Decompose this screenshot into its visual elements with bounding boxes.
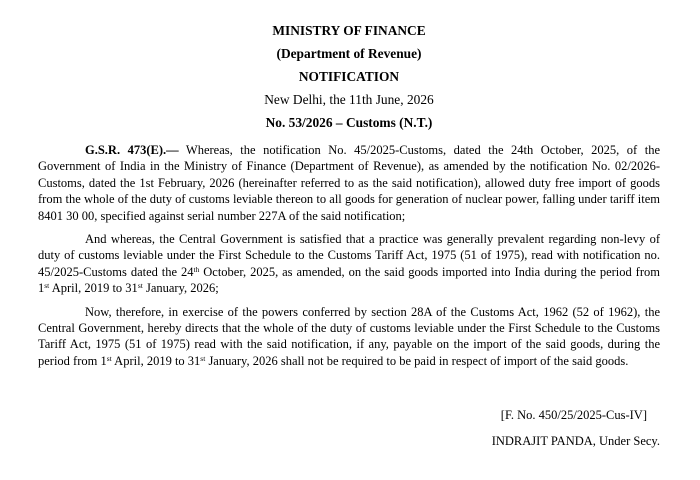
p2-sup-1: th — [193, 264, 200, 274]
file-number: [F. No. 450/25/2025-Cus-IV] — [500, 408, 647, 423]
p3-sup-1: st — [106, 353, 112, 363]
paragraph-now-therefore — [38, 304, 660, 370]
department-heading: (Department of Revenue) — [276, 46, 422, 61]
signatory: INDRAJIT PANDA, Under Secy. — [491, 434, 660, 449]
notification-document — [38, 22, 660, 449]
p2-text-1: And whereas, the Central Government is satisfied that a practice was generally prevalent regarding non-levy of duty of customs leviable under the First Schedule to the Customs Tariff Act, 1975 (51 of 1975), read with notification no. 45/2025-Customs dated the 24 — [38, 232, 660, 279]
paragraph-whereas — [38, 142, 660, 224]
paragraph-and-whereas — [38, 231, 660, 297]
ministry-heading: MINISTRY OF FINANCE — [272, 23, 426, 38]
p2-sup-2: st — [44, 281, 50, 291]
gsr-number: G.S.R. 473(E).— — [85, 143, 179, 157]
p2-text-2: October, 2025, as amended, on the said goods imported into India during the period from 1 — [38, 264, 660, 296]
p3-text-1: Now, therefore, in exercise of the powers conferred by section 28A of the Customs Act, 1962 (52 of 1962), the Central Government, hereby directs that the whole of the duty of customs leviable under the First Schedule to the Customs Tariff Act, 1975 (51 of 1975) read with the said notification, if any, payable on the import of the said goods, during the period from 1 — [38, 304, 660, 368]
notification-title: NOTIFICATION — [298, 69, 400, 84]
paragraph-whereas-text: Whereas, the notification No. 45/2025-Customs, dated the 24th October, 2025, of the Government of India in the Ministry of Finance (Department of Revenue), as amended by the notification No. 02/2026-Customs, dated the 1st February, 2026 (hereinafter referred to as the said notification), allowed duty free import of goods from the whole of the duty of customs leviable thereon to all goods for generation of nuclear power, falling under tariff item 8401 30 00, specified against serial number 227A of the said notification; — [38, 143, 660, 223]
p2-sup-3: st — [137, 281, 143, 291]
p2-text-4: January, 2026; — [142, 281, 219, 296]
p3-sup-2: st — [200, 353, 206, 363]
p3-text-2: April, 2019 to 31 — [111, 353, 201, 368]
notification-number: No. 53/2026 – Customs (N.T.) — [265, 115, 433, 130]
p2-text-3: April, 2019 to 31 — [49, 281, 138, 296]
place-date: New Delhi, the 11th June, 2026 — [264, 92, 434, 107]
p3-text-3: January, 2026 shall not be required to be paid in respect of import of the said goods. — [205, 353, 629, 368]
